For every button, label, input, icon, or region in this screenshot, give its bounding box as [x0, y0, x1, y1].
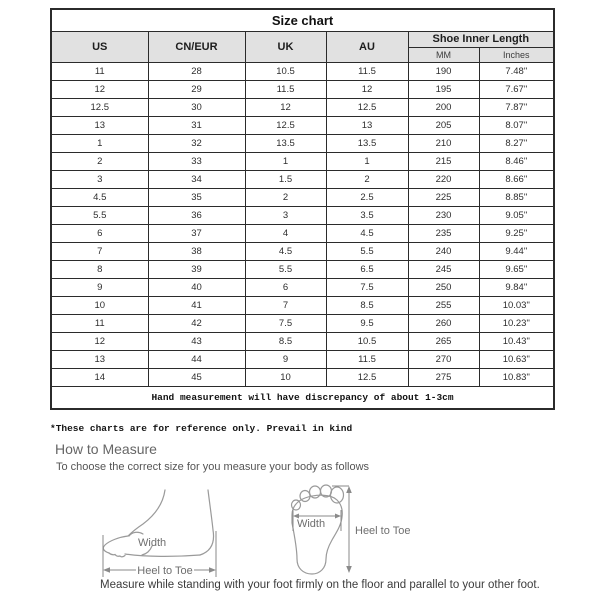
- table-cell: 7.87": [479, 98, 554, 116]
- table-cell: 45: [148, 368, 245, 386]
- table-cell: 5.5: [245, 260, 326, 278]
- table-cell: 29: [148, 80, 245, 98]
- table-cell: 12: [51, 80, 148, 98]
- table-cell: 10.43": [479, 332, 554, 350]
- table-cell: 8.85": [479, 188, 554, 206]
- table-cell: 35: [148, 188, 245, 206]
- how-to-measure-subtitle: To choose the correct size for you measure your body as follows: [56, 461, 370, 473]
- table-cell: 13.5: [326, 134, 408, 152]
- table-footer-row: [51, 386, 554, 409]
- table-row: [51, 368, 554, 386]
- col-header-uk: UK: [245, 31, 326, 62]
- table-row: [51, 206, 554, 224]
- table-cell: 245: [408, 260, 479, 278]
- table-row: [51, 224, 554, 242]
- table-cell: 30: [148, 98, 245, 116]
- table-cell: 8.07": [479, 116, 554, 134]
- table-cell: 6: [245, 278, 326, 296]
- table-cell: 7.5: [326, 278, 408, 296]
- table-cell: 2.5: [326, 188, 408, 206]
- table-row: [51, 188, 554, 206]
- table-title: Size chart: [51, 9, 554, 31]
- table-cell: 250: [408, 278, 479, 296]
- table-row: [51, 296, 554, 314]
- table-cell: 2: [245, 188, 326, 206]
- col-header-shoe-inner-length: Shoe Inner Length: [408, 31, 554, 47]
- table-cell: 5.5: [51, 206, 148, 224]
- table-cell: 11.5: [326, 62, 408, 80]
- table-cell: 12.5: [326, 368, 408, 386]
- table-row: [51, 98, 554, 116]
- top-heel-to-toe-label: Heel to Toe: [355, 525, 411, 537]
- side-heel-to-toe-label: Heel to Toe: [137, 565, 193, 577]
- table-cell: 260: [408, 314, 479, 332]
- table-cell: 9.65": [479, 260, 554, 278]
- table-row: [51, 242, 554, 260]
- table-cell: 10.03": [479, 296, 554, 314]
- table-cell: 200: [408, 98, 479, 116]
- table-row: [51, 260, 554, 278]
- table-cell: 3.5: [326, 206, 408, 224]
- table-cell: 9.5: [326, 314, 408, 332]
- table-row: [51, 314, 554, 332]
- table-cell: 205: [408, 116, 479, 134]
- table-cell: 4.5: [245, 242, 326, 260]
- table-cell: 38: [148, 242, 245, 260]
- table-cell: 3: [245, 206, 326, 224]
- table-footer-note: Hand measurement will have discrepancy of about 1-3cm: [51, 386, 554, 409]
- table-cell: 28: [148, 62, 245, 80]
- table-cell: 4: [245, 224, 326, 242]
- table-cell: 8.27": [479, 134, 554, 152]
- table-cell: 4.5: [326, 224, 408, 242]
- side-width-label: Width: [138, 537, 167, 549]
- table-cell: 10.63": [479, 350, 554, 368]
- table-cell: 230: [408, 206, 479, 224]
- table-cell: 14: [51, 368, 148, 386]
- table-cell: 12: [245, 98, 326, 116]
- table-cell: 11: [51, 62, 148, 80]
- table-cell: 13: [51, 350, 148, 368]
- table-header-row: [51, 31, 554, 47]
- table-cell: 215: [408, 152, 479, 170]
- table-cell: 8.46": [479, 152, 554, 170]
- table-cell: 1: [51, 134, 148, 152]
- table-cell: 13.5: [245, 134, 326, 152]
- table-cell: 6: [51, 224, 148, 242]
- col-header-au: AU: [326, 31, 408, 62]
- table-cell: 2: [326, 170, 408, 188]
- table-cell: 36: [148, 206, 245, 224]
- table-cell: 270: [408, 350, 479, 368]
- size-chart-table: [50, 8, 555, 410]
- top-width-label: Width: [296, 518, 326, 530]
- table-title-row: [51, 9, 554, 31]
- table-row: [51, 278, 554, 296]
- table-cell: 10.5: [245, 62, 326, 80]
- table-cell: 13: [326, 116, 408, 134]
- table-cell: 3: [51, 170, 148, 188]
- table-cell: 7: [245, 296, 326, 314]
- table-cell: 220: [408, 170, 479, 188]
- table-cell: 10: [51, 296, 148, 314]
- table-cell: 39: [148, 260, 245, 278]
- table-row: [51, 116, 554, 134]
- table-cell: 12: [326, 80, 408, 98]
- size-table-body: [51, 62, 554, 386]
- table-cell: 255: [408, 296, 479, 314]
- table-cell: 12: [51, 332, 148, 350]
- table-cell: 12.5: [245, 116, 326, 134]
- table-cell: 11.5: [326, 350, 408, 368]
- table-cell: 2: [51, 152, 148, 170]
- table-cell: 1: [326, 152, 408, 170]
- table-cell: 9.44": [479, 242, 554, 260]
- table-row: [51, 80, 554, 98]
- how-to-measure-heading: How to Measure: [55, 441, 157, 457]
- table-cell: 210: [408, 134, 479, 152]
- table-cell: 12.5: [326, 98, 408, 116]
- table-cell: 190: [408, 62, 479, 80]
- table-cell: 10.23": [479, 314, 554, 332]
- table-cell: 9: [51, 278, 148, 296]
- table-row: [51, 332, 554, 350]
- table-cell: 33: [148, 152, 245, 170]
- table-row: [51, 134, 554, 152]
- table-row: [51, 62, 554, 80]
- table-cell: 275: [408, 368, 479, 386]
- table-cell: 8.66": [479, 170, 554, 188]
- table-cell: 5.5: [326, 242, 408, 260]
- table-cell: 8: [51, 260, 148, 278]
- col-header-inches: Inches: [479, 47, 554, 62]
- table-cell: 8.5: [245, 332, 326, 350]
- table-cell: 1: [245, 152, 326, 170]
- table-cell: 41: [148, 296, 245, 314]
- table-cell: 32: [148, 134, 245, 152]
- col-header-us: US: [51, 31, 148, 62]
- table-cell: 7.48": [479, 62, 554, 80]
- table-cell: 9.84": [479, 278, 554, 296]
- table-cell: 7: [51, 242, 148, 260]
- table-cell: 10.5: [326, 332, 408, 350]
- table-cell: 8.5: [326, 296, 408, 314]
- table-cell: 42: [148, 314, 245, 332]
- col-header-cneur: CN/EUR: [148, 31, 245, 62]
- measure-instruction: Measure while standing with your foot firmly on the floor and parallel to your other foot.: [100, 579, 540, 591]
- table-cell: 7.5: [245, 314, 326, 332]
- table-cell: 265: [408, 332, 479, 350]
- table-row: [51, 152, 554, 170]
- table-cell: 40: [148, 278, 245, 296]
- table-cell: 44: [148, 350, 245, 368]
- table-cell: 1.5: [245, 170, 326, 188]
- table-cell: 225: [408, 188, 479, 206]
- col-header-mm: MM: [408, 47, 479, 62]
- table-cell: 6.5: [326, 260, 408, 278]
- table-cell: 10.83": [479, 368, 554, 386]
- table-cell: 9.05": [479, 206, 554, 224]
- table-cell: 10: [245, 368, 326, 386]
- table-cell: 11.5: [245, 80, 326, 98]
- table-cell: 9: [245, 350, 326, 368]
- table-cell: 11: [51, 314, 148, 332]
- table-row: [51, 170, 554, 188]
- table-cell: 240: [408, 242, 479, 260]
- table-cell: 37: [148, 224, 245, 242]
- table-cell: 4.5: [51, 188, 148, 206]
- table-cell: 9.25": [479, 224, 554, 242]
- table-cell: 31: [148, 116, 245, 134]
- table-cell: 12.5: [51, 98, 148, 116]
- table-cell: 195: [408, 80, 479, 98]
- table-cell: 43: [148, 332, 245, 350]
- foot-top-view-diagram: [288, 481, 428, 579]
- reference-note: *These charts are for reference only. Prevail in kind: [50, 423, 353, 434]
- table-cell: 34: [148, 170, 245, 188]
- table-cell: 235: [408, 224, 479, 242]
- foot-side-view-diagram: [100, 486, 220, 580]
- table-row: [51, 350, 554, 368]
- table-cell: 13: [51, 116, 148, 134]
- table-cell: 7.67": [479, 80, 554, 98]
